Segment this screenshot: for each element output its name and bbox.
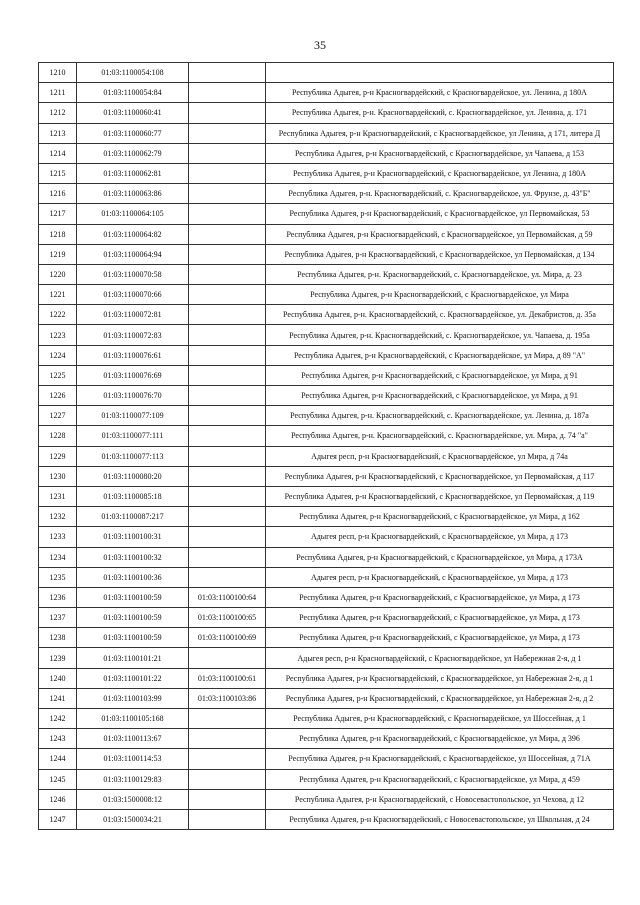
cadastral-number-cell: 01:03:1100060:77 bbox=[77, 123, 189, 143]
related-cadastral-number-cell bbox=[189, 244, 266, 264]
row-number-cell: 1218 bbox=[39, 224, 77, 244]
address-cell: Республика Адыгея, р-н Красногвардейский, с Красногвардейское, ул Мира, д 162 bbox=[266, 507, 614, 527]
table-row bbox=[39, 587, 614, 607]
cadastral-number-cell: 01:03:1500034:21 bbox=[77, 809, 189, 829]
table-row bbox=[39, 224, 614, 244]
address-cell: Адыгея респ, р-н Красногвардейский, с Красногвардейское, ул Мира, д 74а bbox=[266, 446, 614, 466]
address-cell: Республика Адыгея, р-н. Красногвардейский, с. Красногвардейское, ул. Ленина, д. 187а bbox=[266, 406, 614, 426]
address-cell: Республика Адыгея, р-н Красногвардейский, с Красногвардейское, ул Шоссейная, д 71А bbox=[266, 749, 614, 769]
cadastral-number-cell: 01:03:1100087:217 bbox=[77, 507, 189, 527]
address-cell: Республика Адыгея, р-н Красногвардейский, с Красногвардейское, ул Мира, д 173А bbox=[266, 547, 614, 567]
cadastral-number-cell: 01:03:1100076:69 bbox=[77, 365, 189, 385]
row-number-cell: 1220 bbox=[39, 264, 77, 284]
cadastral-number-cell: 01:03:1100129:83 bbox=[77, 769, 189, 789]
row-number-cell: 1246 bbox=[39, 789, 77, 809]
cadastral-number-cell: 01:03:1100077:113 bbox=[77, 446, 189, 466]
table-row bbox=[39, 63, 614, 83]
address-cell: Республика Адыгея, р-н Красногвардейский, с Красногвардейское, ул Первомайская, д 117 bbox=[266, 466, 614, 486]
cadastral-number-cell: 01:03:1100114:53 bbox=[77, 749, 189, 769]
cadastral-number-cell: 01:03:1100100:32 bbox=[77, 547, 189, 567]
row-number-cell: 1226 bbox=[39, 386, 77, 406]
cadastral-number-cell: 01:03:1100101:22 bbox=[77, 668, 189, 688]
table-row bbox=[39, 709, 614, 729]
address-cell: Республика Адыгея, р-н Красногвардейский, с Новосевастопольское, ул Школьная, д 24 bbox=[266, 809, 614, 829]
cadastral-number-cell: 01:03:1100064:105 bbox=[77, 204, 189, 224]
related-cadastral-number-cell bbox=[189, 709, 266, 729]
table-row bbox=[39, 325, 614, 345]
cadastral-number-cell: 01:03:1100076:70 bbox=[77, 386, 189, 406]
related-cadastral-number-cell bbox=[189, 204, 266, 224]
related-cadastral-number-cell bbox=[189, 749, 266, 769]
address-cell: Республика Адыгея, р-н Красногвардейский, с Красногвардейское, ул Мира bbox=[266, 285, 614, 305]
table-row bbox=[39, 446, 614, 466]
row-number-cell: 1229 bbox=[39, 446, 77, 466]
cadastral-number-cell: 01:03:1100100:59 bbox=[77, 587, 189, 607]
row-number-cell: 1231 bbox=[39, 486, 77, 506]
table-row bbox=[39, 809, 614, 829]
cadastral-number-cell: 01:03:1100070:58 bbox=[77, 264, 189, 284]
related-cadastral-number-cell bbox=[189, 365, 266, 385]
related-cadastral-number-cell bbox=[189, 466, 266, 486]
cadastral-number-cell: 01:03:1100077:111 bbox=[77, 426, 189, 446]
related-cadastral-number-cell: 01:03:1100103:86 bbox=[189, 688, 266, 708]
row-number-cell: 1245 bbox=[39, 769, 77, 789]
table-row bbox=[39, 507, 614, 527]
related-cadastral-number-cell bbox=[189, 648, 266, 668]
cadastral-number-cell: 01:03:1100076:61 bbox=[77, 345, 189, 365]
related-cadastral-number-cell bbox=[189, 769, 266, 789]
related-cadastral-number-cell bbox=[189, 386, 266, 406]
row-number-cell: 1224 bbox=[39, 345, 77, 365]
cadastral-number-cell: 01:03:1100062:79 bbox=[77, 143, 189, 163]
row-number-cell: 1214 bbox=[39, 143, 77, 163]
cadastral-number-cell: 01:03:1100103:99 bbox=[77, 688, 189, 708]
address-cell: Адыгея респ, р-н Красногвардейский, с Красногвардейское, ул Набережная 2-я, д 1 bbox=[266, 648, 614, 668]
address-cell: Республика Адыгея, р-н Красногвардейский, с Красногвардейское, ул Ленина, д 180А bbox=[266, 163, 614, 183]
table-row bbox=[39, 688, 614, 708]
table-row bbox=[39, 204, 614, 224]
row-number-cell: 1239 bbox=[39, 648, 77, 668]
cadastral-number-cell: 01:03:1500008:12 bbox=[77, 789, 189, 809]
row-number-cell: 1225 bbox=[39, 365, 77, 385]
table-row bbox=[39, 244, 614, 264]
address-cell: Республика Адыгея, р-н Красногвардейский, с Красногвардейское, ул Мира, д 89 "А" bbox=[266, 345, 614, 365]
cadastral-number-cell: 01:03:1100054:84 bbox=[77, 83, 189, 103]
cadastral-number-cell: 01:03:1100060:41 bbox=[77, 103, 189, 123]
related-cadastral-number-cell bbox=[189, 83, 266, 103]
table-row bbox=[39, 547, 614, 567]
row-number-cell: 1237 bbox=[39, 608, 77, 628]
related-cadastral-number-cell bbox=[189, 789, 266, 809]
related-cadastral-number-cell bbox=[189, 63, 266, 83]
row-number-cell: 1232 bbox=[39, 507, 77, 527]
related-cadastral-number-cell: 01:03:1100100:69 bbox=[189, 628, 266, 648]
cadastral-number-cell: 01:03:1100064:82 bbox=[77, 224, 189, 244]
property-register-table bbox=[38, 62, 614, 830]
cadastral-number-cell: 01:03:1100100:31 bbox=[77, 527, 189, 547]
table-row bbox=[39, 466, 614, 486]
row-number-cell: 1227 bbox=[39, 406, 77, 426]
related-cadastral-number-cell bbox=[189, 123, 266, 143]
row-number-cell: 1241 bbox=[39, 688, 77, 708]
row-number-cell: 1243 bbox=[39, 729, 77, 749]
related-cadastral-number-cell bbox=[189, 143, 266, 163]
cadastral-number-cell: 01:03:1100062:81 bbox=[77, 163, 189, 183]
table-row bbox=[39, 305, 614, 325]
address-cell: Республика Адыгея, р-н Красногвардейский, с Красногвардейское, ул. Ленина, д 180А bbox=[266, 83, 614, 103]
address-cell: Республика Адыгея, р-н Красногвардейский, с Красногвардейское, ул Чапаева, д 153 bbox=[266, 143, 614, 163]
table-row bbox=[39, 648, 614, 668]
address-cell: Республика Адыгея, р-н. Красногвардейский, с. Красногвардейское, ул. Ленина, д. 171 bbox=[266, 103, 614, 123]
table-row bbox=[39, 184, 614, 204]
row-number-cell: 1247 bbox=[39, 809, 77, 829]
related-cadastral-number-cell bbox=[189, 224, 266, 244]
table-row bbox=[39, 103, 614, 123]
table-row bbox=[39, 567, 614, 587]
address-cell: Республика Адыгея, р-н Красногвардейский, с Красногвардейское, ул Набережная 2-я, д 1 bbox=[266, 668, 614, 688]
related-cadastral-number-cell bbox=[189, 446, 266, 466]
row-number-cell: 1240 bbox=[39, 668, 77, 688]
address-cell: Республика Адыгея, р-н Красногвардейский, с Красногвардейское, ул Мира, д 173 bbox=[266, 608, 614, 628]
cadastral-number-cell: 01:03:1100072:83 bbox=[77, 325, 189, 345]
table-row bbox=[39, 264, 614, 284]
cadastral-number-cell: 01:03:1100113:67 bbox=[77, 729, 189, 749]
address-cell: Республика Адыгея, р-н Красногвардейский, с Новосевастопольское, ул Чехова, д 12 bbox=[266, 789, 614, 809]
related-cadastral-number-cell bbox=[189, 305, 266, 325]
address-cell: Республика Адыгея, р-н Красногвардейский, с Красногвардейское, ул Ленина, д 171, литера Д bbox=[266, 123, 614, 143]
related-cadastral-number-cell bbox=[189, 567, 266, 587]
row-number-cell: 1242 bbox=[39, 709, 77, 729]
row-number-cell: 1219 bbox=[39, 244, 77, 264]
table-row bbox=[39, 608, 614, 628]
row-number-cell: 1236 bbox=[39, 587, 77, 607]
related-cadastral-number-cell: 01:03:1100100:64 bbox=[189, 587, 266, 607]
address-cell: Республика Адыгея, р-н Красногвардейский, с Красногвардейское, ул Первомайская, д 59 bbox=[266, 224, 614, 244]
row-number-cell: 1223 bbox=[39, 325, 77, 345]
cadastral-number-cell: 01:03:1100077:109 bbox=[77, 406, 189, 426]
table-row bbox=[39, 406, 614, 426]
cadastral-number-cell: 01:03:1100085:18 bbox=[77, 486, 189, 506]
related-cadastral-number-cell bbox=[189, 325, 266, 345]
related-cadastral-number-cell: 01:03:1100100:61 bbox=[189, 668, 266, 688]
table-row bbox=[39, 143, 614, 163]
related-cadastral-number-cell bbox=[189, 527, 266, 547]
address-cell: Республика Адыгея, р-н Красногвардейский, с Красногвардейское, ул Первомайская, 53 bbox=[266, 204, 614, 224]
address-cell: Республика Адыгея, р-н. Красногвардейский, с. Красногвардейское, ул. Чапаева, д. 195а bbox=[266, 325, 614, 345]
row-number-cell: 1216 bbox=[39, 184, 77, 204]
address-cell: Республика Адыгея, р-н Красногвардейский, с Красногвардейское, ул Мира, д 91 bbox=[266, 386, 614, 406]
related-cadastral-number-cell bbox=[189, 486, 266, 506]
table-row bbox=[39, 527, 614, 547]
row-number-cell: 1215 bbox=[39, 163, 77, 183]
address-cell: Республика Адыгея, р-н Красногвардейский, с Красногвардейское, ул Мира, д 173 bbox=[266, 628, 614, 648]
related-cadastral-number-cell: 01:03:1100100:65 bbox=[189, 608, 266, 628]
address-cell: Республика Адыгея, р-н Красногвардейский, с Красногвардейское, ул Шоссейная, д 1 bbox=[266, 709, 614, 729]
related-cadastral-number-cell bbox=[189, 507, 266, 527]
table-row bbox=[39, 486, 614, 506]
related-cadastral-number-cell bbox=[189, 406, 266, 426]
table-row bbox=[39, 426, 614, 446]
cadastral-number-cell: 01:03:1100100:59 bbox=[77, 628, 189, 648]
address-cell: Республика Адыгея, р-н. Красногвардейский, с. Красногвардейское, ул. Фрунзе, д. 43"Б" bbox=[266, 184, 614, 204]
address-cell bbox=[266, 63, 614, 83]
row-number-cell: 1211 bbox=[39, 83, 77, 103]
row-number-cell: 1212 bbox=[39, 103, 77, 123]
related-cadastral-number-cell bbox=[189, 729, 266, 749]
table-row bbox=[39, 749, 614, 769]
related-cadastral-number-cell bbox=[189, 285, 266, 305]
row-number-cell: 1234 bbox=[39, 547, 77, 567]
address-cell: Республика Адыгея, р-н Красногвардейский, с Красногвардейское, ул Первомайская, д 134 bbox=[266, 244, 614, 264]
cadastral-number-cell: 01:03:1100105:168 bbox=[77, 709, 189, 729]
address-cell: Республика Адыгея, р-н Красногвардейский, с Красногвардейское, ул Мира, д 91 bbox=[266, 365, 614, 385]
address-cell: Республика Адыгея, р-н Красногвардейский, с Красногвардейское, ул Набережная 2-я, д 2 bbox=[266, 688, 614, 708]
row-number-cell: 1238 bbox=[39, 628, 77, 648]
row-number-cell: 1213 bbox=[39, 123, 77, 143]
row-number-cell: 1244 bbox=[39, 749, 77, 769]
address-cell: Республика Адыгея, р-н. Красногвардейский, с. Красногвардейское, ул. Мира, д. 74 "а" bbox=[266, 426, 614, 446]
address-cell: Республика Адыгея, р-н. Красногвардейский, с. Красногвардейское, ул. Мира, д. 23 bbox=[266, 264, 614, 284]
row-number-cell: 1217 bbox=[39, 204, 77, 224]
cadastral-number-cell: 01:03:1100054:108 bbox=[77, 63, 189, 83]
row-number-cell: 1221 bbox=[39, 285, 77, 305]
cadastral-number-cell: 01:03:1100070:66 bbox=[77, 285, 189, 305]
table-row bbox=[39, 668, 614, 688]
address-cell: Адыгея респ, р-н Красногвардейский, с Красногвардейское, ул Мира, д 173 bbox=[266, 567, 614, 587]
cadastral-number-cell: 01:03:1100100:36 bbox=[77, 567, 189, 587]
address-cell: Республика Адыгея, р-н. Красногвардейский, с. Красногвардейское, ул. Декабристов, д. 35а bbox=[266, 305, 614, 325]
related-cadastral-number-cell bbox=[189, 809, 266, 829]
table-row bbox=[39, 345, 614, 365]
related-cadastral-number-cell bbox=[189, 345, 266, 365]
table-row bbox=[39, 628, 614, 648]
table-row bbox=[39, 789, 614, 809]
table-row bbox=[39, 386, 614, 406]
address-cell: Республика Адыгея, р-н Красногвардейский, с Красногвардейское, ул Мира, д 459 bbox=[266, 769, 614, 789]
related-cadastral-number-cell bbox=[189, 264, 266, 284]
table-row bbox=[39, 365, 614, 385]
cadastral-number-cell: 01:03:1100100:59 bbox=[77, 608, 189, 628]
related-cadastral-number-cell bbox=[189, 547, 266, 567]
row-number-cell: 1228 bbox=[39, 426, 77, 446]
related-cadastral-number-cell bbox=[189, 103, 266, 123]
address-cell: Республика Адыгея, р-н Красногвардейский, с Красногвардейское, ул Мира, д 173 bbox=[266, 587, 614, 607]
table-row bbox=[39, 163, 614, 183]
address-cell: Адыгея респ, р-н Красногвардейский, с Красногвардейское, ул Мира, д 173 bbox=[266, 527, 614, 547]
address-cell: Республика Адыгея, р-н Красногвардейский, с Красногвардейское, ул Первомайская, д 119 bbox=[266, 486, 614, 506]
table-row bbox=[39, 123, 614, 143]
row-number-cell: 1222 bbox=[39, 305, 77, 325]
cadastral-number-cell: 01:03:1100064:94 bbox=[77, 244, 189, 264]
table-row bbox=[39, 83, 614, 103]
cadastral-number-cell: 01:03:1100072:81 bbox=[77, 305, 189, 325]
address-cell: Республика Адыгея, р-н Красногвардейский, с Красногвардейское, ул Мира, д 396 bbox=[266, 729, 614, 749]
page-number: 35 bbox=[314, 38, 326, 52]
row-number-cell: 1230 bbox=[39, 466, 77, 486]
cadastral-number-cell: 01:03:1100063:86 bbox=[77, 184, 189, 204]
row-number-cell: 1210 bbox=[39, 63, 77, 83]
related-cadastral-number-cell bbox=[189, 163, 266, 183]
table-row bbox=[39, 285, 614, 305]
row-number-cell: 1233 bbox=[39, 527, 77, 547]
table-row bbox=[39, 769, 614, 789]
related-cadastral-number-cell bbox=[189, 426, 266, 446]
related-cadastral-number-cell bbox=[189, 184, 266, 204]
cadastral-number-cell: 01:03:1100101:21 bbox=[77, 648, 189, 668]
row-number-cell: 1235 bbox=[39, 567, 77, 587]
cadastral-number-cell: 01:03:1100080:20 bbox=[77, 466, 189, 486]
table-body bbox=[39, 63, 614, 830]
table-row bbox=[39, 729, 614, 749]
